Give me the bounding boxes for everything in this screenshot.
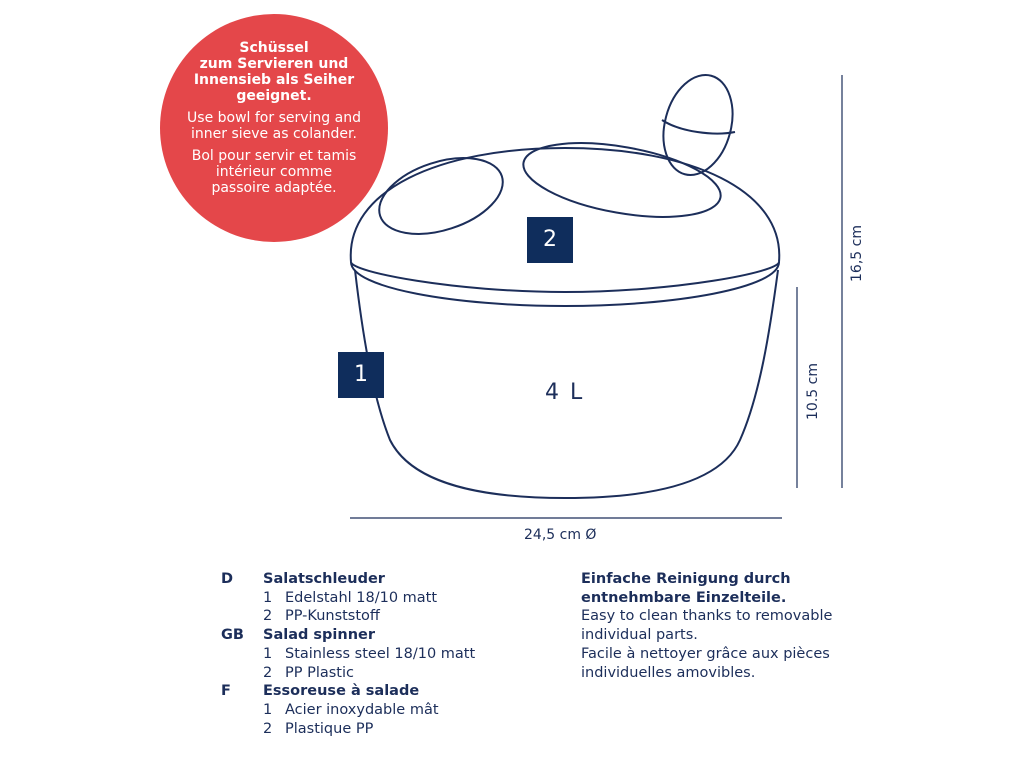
- total-height-label: 16,5 cm: [849, 225, 865, 282]
- callout-text-de: Schüssel zum Servieren und Innensieb als Seiher geeignet.: [193, 40, 355, 104]
- bowl-height-label: 10.5 cm: [805, 363, 821, 420]
- callout-text-fr: Bol pour servir et tamis intérieur comme passoire adaptée.: [191, 148, 357, 196]
- lid-rim: [351, 262, 779, 306]
- callout-text-en: Use bowl for serving and inner sieve as colander.: [187, 110, 361, 142]
- part-badge-2: 2: [527, 217, 573, 263]
- lid-opening-left: [370, 144, 513, 248]
- legend-item: 2 Plastique PP: [263, 720, 374, 737]
- legend-f-heading: [221, 682, 475, 701]
- knob: [653, 67, 743, 183]
- legend-item: 2 PP Plastic: [263, 664, 354, 681]
- volume-label: 4 L: [545, 380, 585, 405]
- legend-item: 1 Acier inoxydable mât: [263, 701, 439, 718]
- cleaning-info-fr: Facile à nettoyer grâce aux pièces individuelles amovibles.: [581, 645, 830, 681]
- lang-code: D: [221, 571, 234, 587]
- lang-code: F: [221, 683, 231, 700]
- legend-de-heading: [221, 570, 475, 589]
- info-callout-circle: [160, 14, 388, 242]
- legend-item: 1 Stainless steel 18/10 matt: [263, 645, 476, 662]
- legend-title: Salatschleuder: [263, 571, 385, 587]
- legend-item: 2 PP-Kunststoff: [263, 608, 380, 625]
- cleaning-info: [581, 570, 832, 682]
- lang-code: GB: [221, 627, 244, 644]
- legend-gb-heading: [221, 626, 475, 645]
- legend-title: Essoreuse à salade: [263, 683, 420, 700]
- part-badge-1: 1: [338, 352, 384, 398]
- legend-item: 1 Edelstahl 18/10 matt: [263, 589, 438, 606]
- parts-legend: [221, 570, 475, 738]
- diameter-label: 24,5 cm Ø: [524, 527, 597, 543]
- cleaning-info-en: Easy to clean thanks to removable individual parts.: [581, 608, 833, 644]
- lid-opening-right: [518, 130, 726, 230]
- legend-title: Salad spinner: [263, 627, 376, 644]
- cleaning-info-title: Einfache Reinigung durch entnehmbare Einzelteile.: [581, 571, 791, 606]
